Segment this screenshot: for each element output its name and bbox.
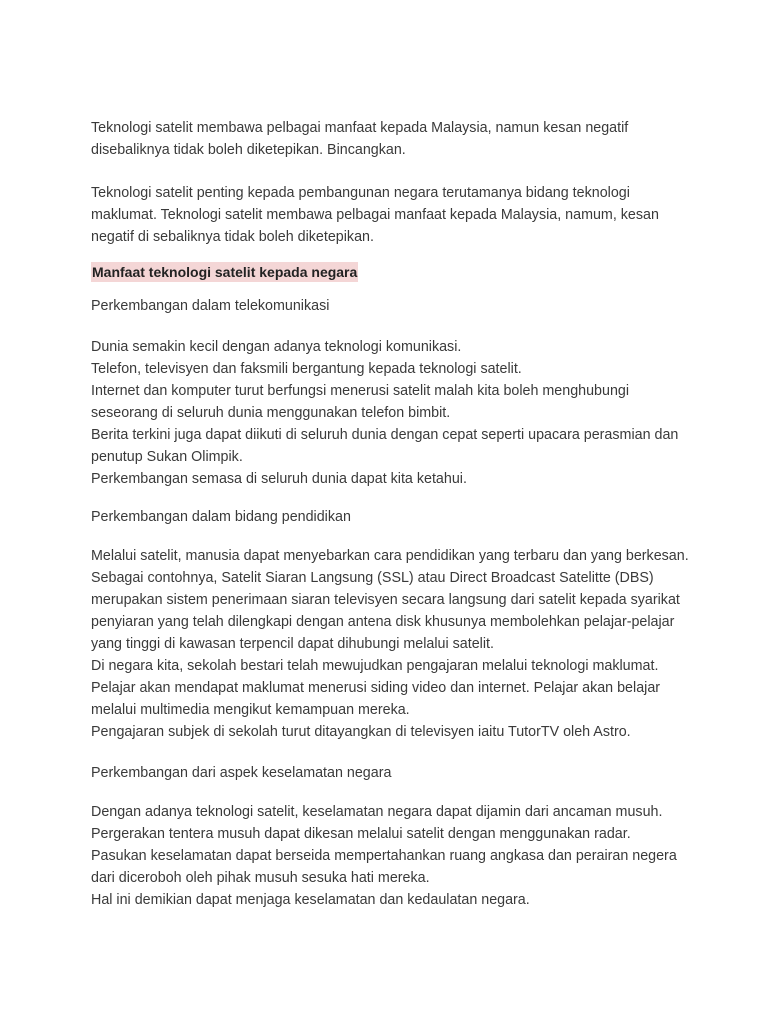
section-body bbox=[91, 801, 691, 911]
body-line: Pasukan keselamatan dapat berseida mempertahankan ruang angkasa dan perairan negera bbox=[91, 848, 677, 864]
intro-paragraph bbox=[91, 182, 691, 248]
body-line: dari diceroboh oleh pihak musuh sesuka hati mereka. bbox=[91, 870, 430, 886]
body-line: Di negara kita, sekolah bestari telah mewujudkan pengajaran melalui teknologi maklumat. bbox=[91, 658, 659, 674]
body-line: penutup Sukan Olimpik. bbox=[91, 449, 243, 465]
body-line: Melalui satelit, manusia dapat menyebarkan cara pendidikan yang terbaru dan yang berkesan. bbox=[91, 548, 689, 564]
body-line: Dunia semakin kecil dengan adanya teknologi komunikasi. bbox=[91, 339, 462, 355]
intro-line: negatif di sebaliknya tidak boleh diketepikan. bbox=[91, 229, 374, 245]
intro-line: Teknologi satelit penting kepada pembangunan negara terutamanya bidang teknologi bbox=[91, 185, 630, 201]
section-heading bbox=[91, 295, 691, 317]
section-body bbox=[91, 336, 691, 490]
main-heading: Manfaat teknologi satelit kepada negara bbox=[92, 264, 358, 280]
section-heading-telekomunikasi: Perkembangan dalam telekomunikasi bbox=[91, 298, 330, 314]
question-line: Teknologi satelit membawa pelbagai manfaat kepada Malaysia, namun kesan negatif bbox=[91, 120, 629, 136]
body-line: Hal ini demikian dapat menjaga keselamatan dan kedaulatan negara. bbox=[91, 892, 530, 908]
section-heading-pendidikan: Perkembangan dalam bidang pendidikan bbox=[91, 509, 351, 525]
main-heading-block bbox=[91, 262, 691, 284]
section-body bbox=[91, 545, 691, 743]
body-line: Sebagai contohnya, Satelit Siaran Langsung (SSL) atau Direct Broadcast Satelitte (DBS) bbox=[91, 570, 654, 586]
question-line: disebaliknya tidak boleh diketepikan. Bincangkan. bbox=[91, 142, 406, 158]
body-line: Berita terkini juga dapat diikuti di seluruh dunia dengan cepat seperti upacara perasmian dan bbox=[91, 427, 679, 443]
body-line: Internet dan komputer turut berfungsi menerusi satelit malah kita boleh menghubungi bbox=[91, 383, 630, 399]
section-heading-keselamatan: Perkembangan dari aspek keselamatan negara bbox=[91, 765, 392, 781]
section-heading bbox=[91, 762, 691, 784]
body-line: melalui multimedia mengikut kemampuan mereka. bbox=[91, 702, 410, 718]
essay-question bbox=[91, 117, 691, 161]
body-line: Pelajar akan mendapat maklumat menerusi siding video dan internet. Pelajar akan belajar bbox=[91, 680, 661, 696]
body-line: Telefon, televisyen dan faksmili bergantung kepada teknologi satelit. bbox=[91, 361, 522, 377]
body-line: Dengan adanya teknologi satelit, keselamatan negara dapat dijamin dari ancaman musuh. bbox=[91, 804, 663, 820]
body-line: merupakan sistem penerimaan siaran televisyen secara langsung dari satelit kepada syarikat bbox=[91, 592, 680, 608]
section-heading bbox=[91, 506, 691, 528]
body-line: Pengajaran subjek di sekolah turut ditayangkan di televisyen iaitu TutorTV oleh Astro. bbox=[91, 724, 631, 740]
body-line: yang tinggi di kawasan terpencil dapat dihubungi melalui satelit. bbox=[91, 636, 494, 652]
body-line: Perkembangan semasa di seluruh dunia dapat kita ketahui. bbox=[91, 471, 467, 487]
body-line: penyiaran yang telah dilengkapi dengan antena disk khusunya membolehkan pelajar-pelajar bbox=[91, 614, 675, 630]
body-line: seseorang di seluruh dunia menggunakan telefon bimbit. bbox=[91, 405, 451, 421]
body-line: Pergerakan tentera musuh dapat dikesan melalui satelit dengan menggunakan radar. bbox=[91, 826, 631, 842]
intro-line: maklumat. Teknologi satelit membawa pelbagai manfaat kepada Malaysia, namum, kesan bbox=[91, 207, 659, 223]
